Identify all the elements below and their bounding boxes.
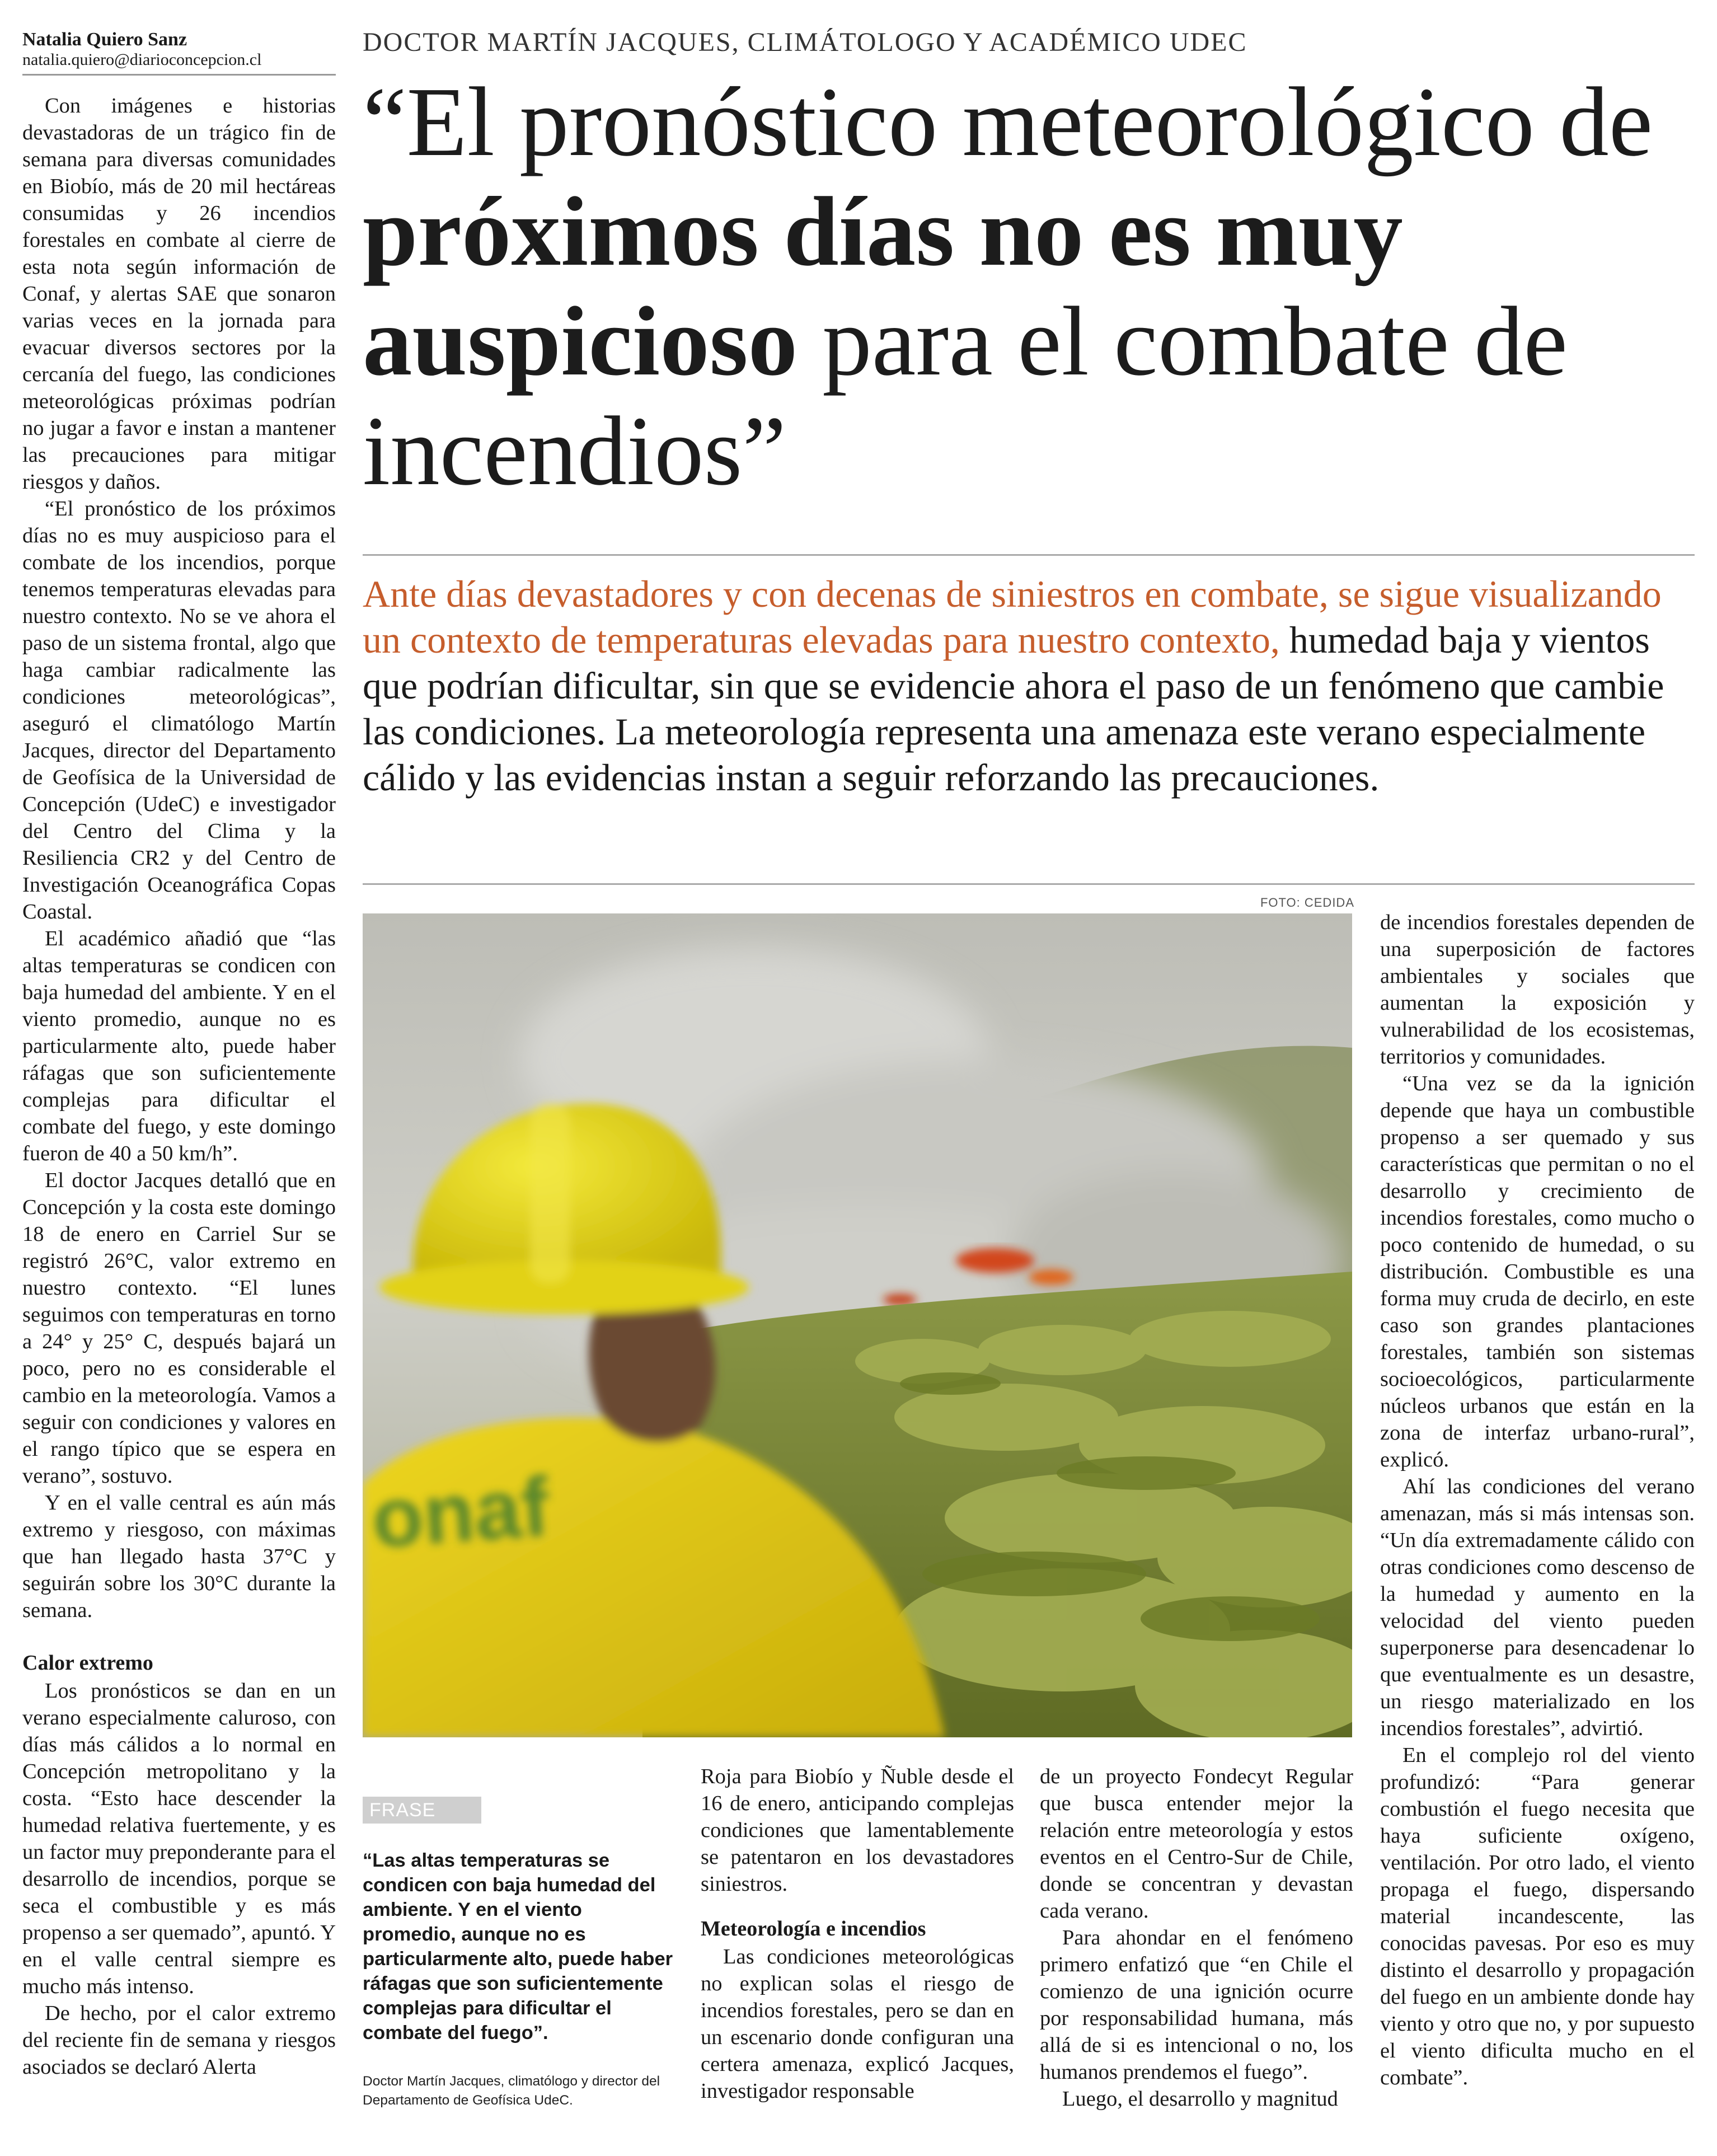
author-name: Natalia Quiero Sanz bbox=[22, 29, 187, 50]
paragraph: De hecho, por el calor extremo del reciente fin de semana y riesgos asociados se declaró Alerta bbox=[22, 2002, 336, 2079]
pull-quote-credit: Doctor Martín Jacques, climatólogo y director del Departamento de Geofísica UdeC. bbox=[363, 2074, 660, 2108]
paragraph: Con imágenes e historias devastadoras de un trágico fin de semana para diversas comunidades en Biobío, más de 20 mil hectáreas consumidas y 26 incendios forestales en combate al cierre de esta nota según información de Conaf, y alertas SAE que sonaron varias veces en la jornada para evacuar diversos sectores por la cercanía del fuego, las condiciones meteorológicas próximas podrían no jugar a favor e instan a mantener las precauciones para mitigar riesgos y daños. bbox=[22, 94, 336, 494]
photo-credit: FOTO: CEDIDA bbox=[1260, 896, 1354, 910]
headline bbox=[363, 67, 1695, 506]
paragraph: “Una vez se da la ignición depende que haya un combustible propenso a ser quemado y sus características que permitan o no el desarrollo y crecimiento de incendios forestales, como mucho o poco contenido de humedad, o su distribución. Combustible es una forma muy cruda de decirlo, en este caso son grandes plantaciones forestales, también son sistemas socioecológicos, particularmente núcleos urbanos que están en la zona de interfaz urbano-rural”, explicó. bbox=[1380, 1072, 1695, 1471]
lead-paragraph bbox=[363, 571, 1695, 800]
lead-rest: humedad baja y vientos que podrían dificultar, sin que se evidencie ahora el paso de un fenómeno que cambie las condiciones. La meteorología representa una amenaza este verano especialmente cálido y las evidencias instan a seguir reforzando las precauciones. bbox=[363, 618, 1664, 799]
column-1-text bbox=[22, 92, 336, 2080]
headline-part: para el combate de incendios” bbox=[363, 287, 1568, 506]
subheading-calor-extremo: Calor extremo bbox=[22, 1651, 153, 1675]
paragraph: de incendios forestales dependen de una superposición de factores ambientales y sociales que aumentan la exposición y vulnerabilidad de los ecosistemas, territorios y comunidades. bbox=[1380, 911, 1695, 1068]
subheading-meteorologia: Meteorología e incendios bbox=[701, 1917, 926, 1941]
kicker: DOCTOR MARTÍN JACQUES, CLIMÁTOLOGO Y ACADÉMICO UDEC bbox=[363, 27, 1247, 57]
paragraph: Y en el valle central es aún más extremo y riesgoso, con máximas que han llegado hasta 37°C y seguirán sobre los 30°C durante la semana. bbox=[22, 1491, 336, 1622]
frase-label: FRASE bbox=[363, 1797, 481, 1824]
divider bbox=[363, 554, 1695, 556]
headline-bold: próximos días no es muy auspicioso bbox=[363, 177, 1403, 396]
paragraph: El académico añadió que “las altas temperaturas se condicen con baja humedad del ambiente. Y en el viento promedio, aunque no es particularmente alto, puede haber ráfagas que son suficientemente complejas para dificultar el combate del fuego, y este domingo fueron de 40 a 50 km/h”. bbox=[22, 927, 336, 1165]
helmet-ridge bbox=[531, 1104, 570, 1283]
column-5 bbox=[1380, 909, 1695, 2091]
paragraph: Las condiciones meteorológicas no explican solas el riesgo de incendios forestales, pero se dan en un escenario donde configuran una certera amenaza, explicó Jacques, investigador responsable bbox=[701, 1945, 1014, 2103]
photo-illustration bbox=[363, 913, 1352, 1737]
headline-part: “El pronóstico meteorológico de bbox=[363, 67, 1653, 177]
author-email[interactable]: natalia.quiero@diarioconcepcion.cl bbox=[22, 50, 336, 76]
lead-highlight: Ante días devastadores y con decenas de siniestros en combate, se sigue visualizando un contexto de temperaturas elevadas para nuestro contexto, bbox=[363, 573, 1662, 661]
paragraph: Los pronósticos se dan en un verano especialmente caluroso, con días más cálidos a lo normal en Concepción metropolitano y la costa. “Esto hace descender la humedad relativa fuertemente, y es un factor muy preponderante para el desarrollo de incendios, porque se seca el combustible y es más propenso a ser quemado”, apuntó. Y en el valle central siempre es mucho más intenso. bbox=[22, 1679, 336, 1998]
paragraph: Roja para Biobío y Ñuble desde el 16 de enero, anticipando complejas condiciones que lamentablemente se patentaron en los devastadores siniestros. bbox=[701, 1765, 1014, 1896]
paragraph: de un proyecto Fondecyt Regular que busca entender mejor la relación entre meteorología y estos eventos en el Centro-Sur de Chile, donde se concentran y devastan cada verano. bbox=[1040, 1765, 1353, 1923]
paragraph: En el complejo rol del viento profundizó: “Para generar combustión el fuego necesita que haya suficiente oxígeno, ventilación. Por otro lado, el viento propaga el fuego, dispersando material incandescente, las conocidas pavesas. Por eso es muy distinto el desarrollo y propagación del fuego en un ambiente donde hay viento y otro que no, y por supuesto el viento dificulta mucho en el combate”. bbox=[1380, 1743, 1695, 2089]
paragraph: Luego, el desarrollo y magnitud bbox=[1062, 2087, 1338, 2111]
jacket-logo: onaf bbox=[368, 1459, 552, 1566]
column-3 bbox=[701, 1763, 1014, 2105]
pull-quote: “Las altas temperaturas se condicen con baja humedad del ambiente. Y en el viento promedio, aunque no es particularmente alto, puede haber ráfagas que son suficientemente complejas para dificultar el combate del fuego”. bbox=[363, 1850, 673, 2043]
column-4 bbox=[1040, 1763, 1353, 2112]
paragraph: Ahí las condiciones del verano amenazan, más si más intensas son. “Un día extremadamente cálido con otras condiciones como descenso de la humedad y aumento en la velocidad del viento pueden superponerse para desencadenar lo que eventualmente es un desastre, un riesgo materializado en los incendios forestales”, advirtió. bbox=[1380, 1475, 1695, 1740]
photo-firefighter bbox=[363, 913, 1352, 1737]
paragraph: El doctor Jacques detalló que en Concepción y la costa este domingo 18 de enero en Carriel Sur se registró 26°C, valor extremo en nuestro contexto. “El lunes seguimos con temperaturas en torno a 24° y 25° C, después bajará un poco, pero no es considerable el cambio en la meteorología. Vamos a seguir con condiciones y valores en el rango típico que se espera en verano”, sostuvo. bbox=[22, 1169, 336, 1488]
paragraph: “El pronóstico de los próximos días no es muy auspicioso para el combate de los incendios, porque tenemos temperaturas elevadas para nuestro contexto. No se ve ahora el paso de un sistema frontal, algo que haga cambiar radicalmente las condiciones meteorológicas”, aseguró el climatólogo Martín Jacques, director del Departamento de Geofísica de la Universidad de Concepción (UdeC) e investigador del Centro del Clima y la Resiliencia CR2 y del Centro de Investigación Oceanográfica Copas Coastal. bbox=[22, 497, 336, 924]
divider bbox=[363, 883, 1695, 885]
column-1 bbox=[22, 0, 336, 2080]
paragraph: Para ahondar en el fenómeno primero enfatizó que “en Chile el comienzo de una ignición ocurre por responsabilidad humana, más allá de si es intencional o no, los humanos prendemos el fuego”. bbox=[1040, 1926, 1353, 2084]
